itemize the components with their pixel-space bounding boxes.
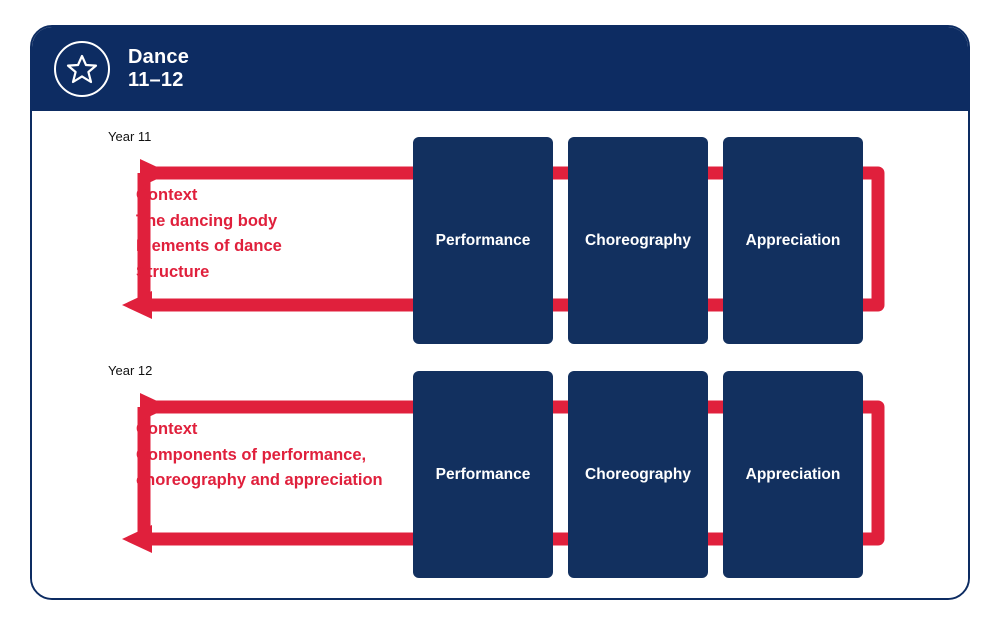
page-subtitle: 11–12 [128, 69, 184, 91]
context-line: Context [136, 186, 198, 204]
strand-box-choreography: Choreography [568, 137, 708, 344]
header-titles [128, 46, 189, 92]
strand-group-12 [413, 371, 883, 578]
context-line: The dancing body [136, 211, 278, 230]
strand-box-appreciation: Appreciation [723, 371, 863, 578]
card-body [32, 111, 968, 600]
card-header [32, 27, 968, 111]
context-text-12 [136, 417, 426, 494]
strand-box-choreography: Choreography [568, 371, 708, 578]
dance-curriculum-card [30, 25, 970, 600]
strand-box-performance: Performance [413, 137, 553, 344]
star-in-circle-icon [54, 41, 110, 97]
strand-group-11 [413, 137, 883, 344]
year-label-11: Year 11 [108, 129, 152, 144]
year-band-12 [32, 355, 968, 591]
context-line: Components of performance, choreography and appreciation [136, 445, 383, 490]
context-line: Context [136, 420, 198, 438]
strand-box-performance: Performance [413, 371, 553, 578]
year-label-12: Year 12 [108, 363, 153, 378]
year-band-11 [32, 121, 968, 357]
strand-box-appreciation: Appreciation [723, 137, 863, 344]
context-line: Elements of dance [136, 237, 282, 256]
page-title: Dance [128, 46, 190, 68]
context-line: Structure [136, 262, 210, 281]
context-text-11 [136, 183, 426, 285]
